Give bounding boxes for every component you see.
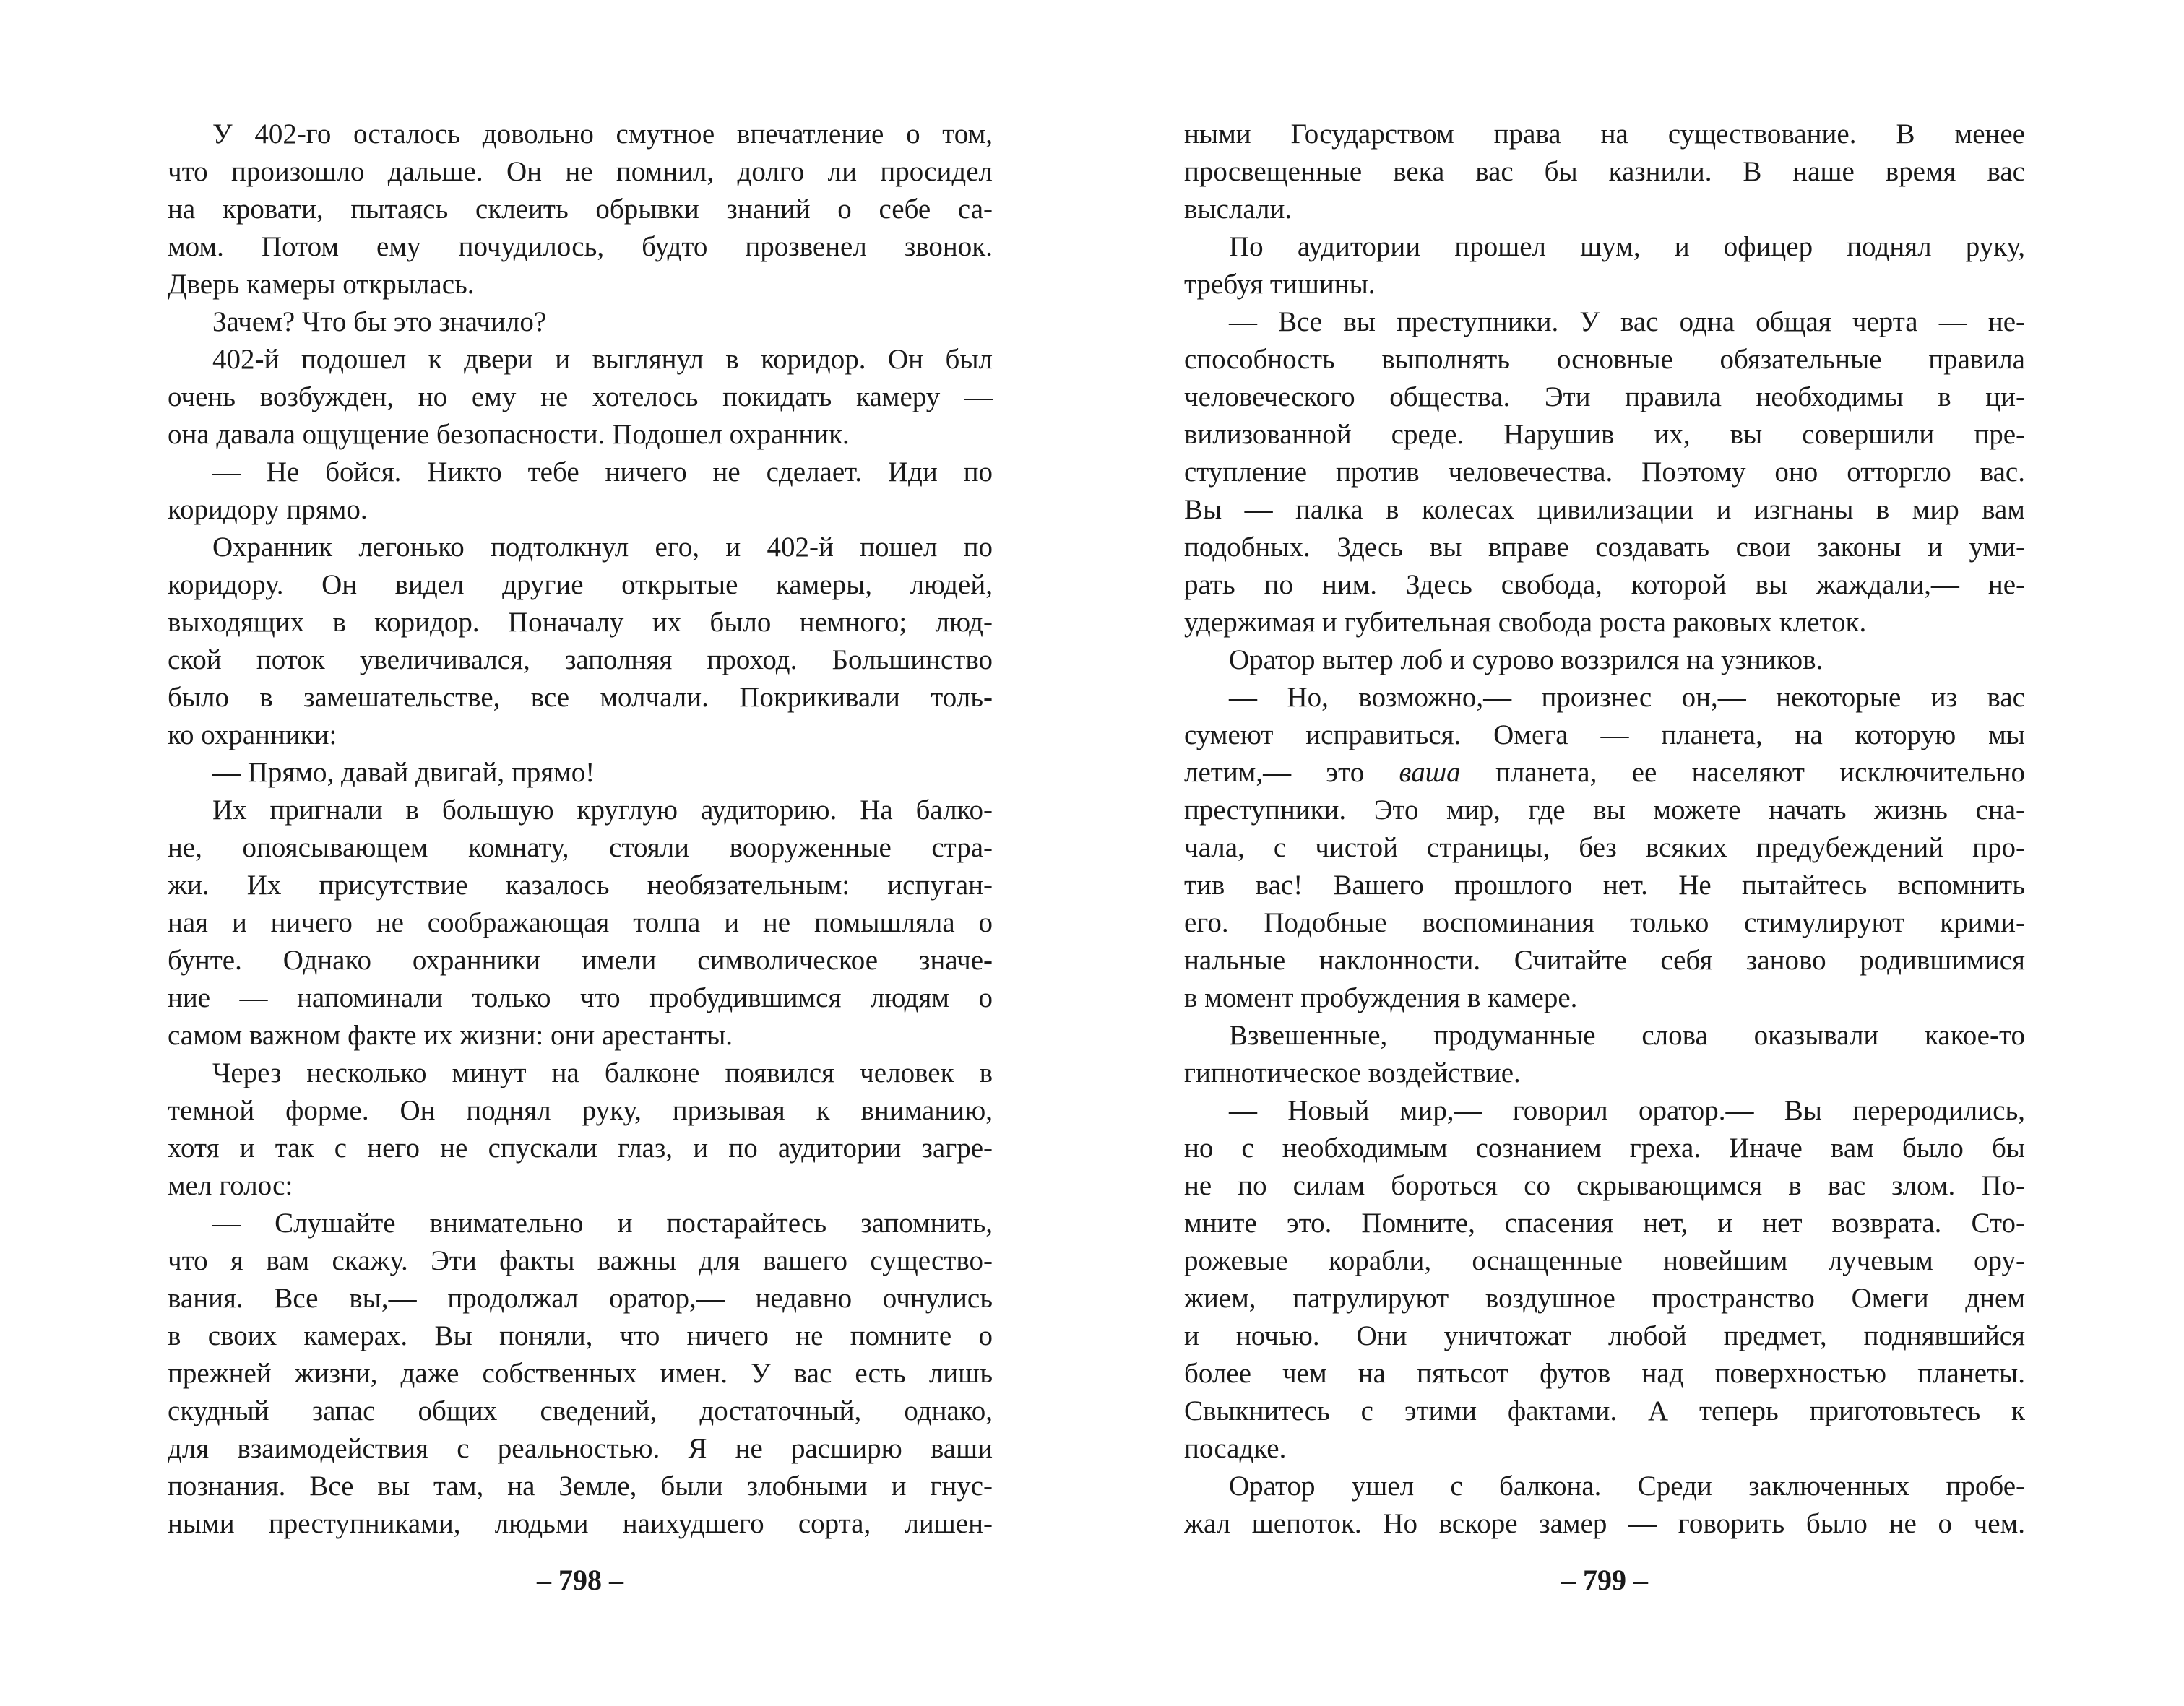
text-line: ная и ничего не соображающая толпа и не помышляла о: [168, 907, 993, 938]
text-line: рать по ним. Здесь свобода, которой вы жаждали,— не-: [1184, 569, 2025, 600]
text-line: она давала ощущение безопасности. Подошел охранник.: [168, 419, 850, 450]
text-line: чала, с чистой страницы, без всяких предубеждений про-: [1184, 832, 2025, 863]
text-line: По аудитории прошел шум, и офицер поднял руку,: [1229, 231, 2025, 262]
text-line: подобных. Здесь вы вправе создавать свои законы и уми-: [1184, 532, 2025, 563]
text-line: жал шепоток. Но вскоре замер — говорить было не о чем.: [1184, 1508, 2025, 1539]
text-line: Охранник легонько подтолкнул его, и 402-й пошел по: [212, 532, 993, 563]
text-line: для взаимодействия с реальностью. Я не расширю ваши: [168, 1433, 993, 1464]
text-line: Оратор вытер лоб и сурово воззрился на узников.: [1229, 644, 1823, 675]
text-line: ными Государством права на существование. В менее: [1184, 118, 2025, 150]
text-line: более чем на пятьсот футов над поверхностью планеты.: [1184, 1358, 2025, 1389]
text-line: очень возбужден, но ему не хотелось покидать камеру —: [168, 381, 993, 412]
left-page-number: – 798 –: [537, 1564, 623, 1596]
text-line: рожевые корабли, оснащенные новейшим лучевым ору-: [1184, 1245, 2025, 1276]
text-line: 402-й подошел к двери и выглянул в коридор. Он был: [212, 344, 993, 375]
text-line: жием, патрулируют воздушное пространство Омеги днем: [1184, 1283, 2025, 1314]
text-line: выходящих в коридор. Поначалу их было немного; люд-: [168, 607, 993, 638]
text-line: У 402-го осталось довольно смутное впечатление о том,: [212, 118, 993, 150]
text-line: летим,— это ваша планета, ее населяют исключительно: [1184, 757, 2025, 788]
text-line: не по силам бороться со скрывающимся в вас злом. По-: [1184, 1170, 2025, 1201]
text-line: Вы — палка в колесах цивилизации и изгнаны в мир вам: [1184, 494, 2025, 525]
text-line: удержимая и губительная свобода роста раковых клеток.: [1184, 607, 1867, 638]
text-line: прежней жизни, даже собственных имен. У вас есть лишь: [168, 1358, 993, 1389]
text-line: ской поток увеличивался, заполняя проход. Большинство: [168, 644, 993, 675]
text-line: просвещенные века вас бы казнили. В наше время вас: [1184, 156, 2025, 187]
text-line: темной форме. Он поднял руку, призывая к вниманию,: [168, 1095, 993, 1126]
right-page-text: [1184, 116, 2025, 1543]
text-line: — Все вы преступники. У вас одна общая черта — не-: [1229, 306, 2025, 337]
text-line: гипнотическое воздействие.: [1184, 1057, 1521, 1088]
text-line: хотя и так с него не спускали глаз, и по аудитории загре-: [168, 1133, 993, 1164]
text-line: Свыкнитесь с этими фактами. А теперь приготовьтесь к: [1184, 1395, 2025, 1426]
text-line: посадке.: [1184, 1433, 1287, 1464]
text-line: вилизованной среде. Нарушив их, вы совершили пре-: [1184, 419, 2025, 450]
text-line: Через несколько минут на балконе появился человек в: [212, 1057, 993, 1088]
text-line: не, опоясывающем комнату, стояли вооруженные стра-: [168, 832, 993, 863]
right-page-number: – 799 –: [1561, 1564, 1648, 1596]
text-line: тив вас! Вашего прошлого нет. Не пытайтесь вспомнить: [1184, 870, 2025, 901]
text-line: в момент пробуждения в камере.: [1184, 982, 1578, 1013]
text-line: самом важном факте их жизни: они арестанты.: [168, 1020, 733, 1051]
text-line: человеческого общества. Эти правила необходимы в ци-: [1184, 381, 2025, 412]
text-line: Их пригнали в большую круглую аудиторию. На балко-: [212, 794, 993, 826]
text-line: познания. Все вы там, на Земле, были злобными и гнус-: [168, 1471, 993, 1502]
text-line: его. Подобные воспоминания только стимулируют крими-: [1184, 907, 2025, 938]
text-line: что произошло дальше. Он не помнил, долго ли просидел: [168, 156, 993, 187]
left-page-text: [168, 116, 993, 1543]
text-line: требуя тишины.: [1184, 269, 1376, 300]
text-line: — Новый мир,— говорил оратор.— Вы переродились,: [1229, 1095, 2025, 1126]
text-line: Зачем? Что бы это значило?: [212, 306, 547, 337]
text-line: коридору прямо.: [168, 494, 368, 525]
text-line: скудный запас общих сведений, достаточный, однако,: [168, 1395, 993, 1426]
text-line: Дверь камеры открылась.: [168, 269, 475, 300]
text-line: Взвешенные, продуманные слова оказывали какое-то: [1229, 1020, 2025, 1051]
text-line: мел голос:: [168, 1170, 293, 1201]
text-line: но с необходимым сознанием греха. Иначе вам было бы: [1184, 1133, 2025, 1164]
text-line: мните это. Помните, спасения нет, и нет возврата. Сто-: [1184, 1208, 2025, 1239]
right-page: [1092, 0, 2184, 1706]
text-line: способность выполнять основные обязательные правила: [1184, 344, 2025, 375]
text-line: преступники. Это мир, где вы можете начать жизнь сна-: [1184, 794, 2025, 826]
text-line: на кровати, пытаясь склеить обрывки знаний о себе са-: [168, 194, 993, 225]
text-line: коридору. Он видел другие открытые камеры, людей,: [168, 569, 993, 600]
text-line: Оратор ушел с балкона. Среди заключенных пробе-: [1229, 1471, 2025, 1502]
text-line: ными преступниками, людьми наихудшего сорта, лишен-: [168, 1508, 993, 1539]
text-line: ступление против человечества. Поэтому оно отторгло вас.: [1184, 456, 2025, 488]
text-line: мом. Потом ему почудилось, будто прозвенел звонок.: [168, 231, 993, 262]
emphasis: ваша: [1399, 757, 1461, 788]
text-line: вания. Все вы,— продолжал оратор,— недавно очнулись: [168, 1283, 993, 1314]
text-line: и ночью. Они уничтожат любой предмет, поднявшийся: [1184, 1320, 2025, 1351]
text-line: было в замешательстве, все молчали. Покрикивали толь-: [168, 682, 993, 713]
text-line: жи. Их присутствие казалось необязательным: испуган-: [168, 870, 993, 901]
text-line: ние — напоминали только что пробудившимся людям о: [168, 982, 993, 1013]
text-line: — Слушайте внимательно и постарайтесь запомнить,: [212, 1208, 993, 1239]
text-line: — Но, возможно,— произнес он,— некоторые из вас: [1229, 682, 2025, 713]
text-line: нальные наклонности. Считайте себя заново родившимися: [1184, 945, 2025, 976]
text-line: в своих камерах. Вы поняли, что ничего не помните о: [168, 1320, 993, 1351]
text-line: — Прямо, давай двигай, прямо!: [212, 757, 595, 788]
text-line: что я вам скажу. Эти факты важны для вашего существо-: [168, 1245, 993, 1276]
text-line: выслали.: [1184, 194, 1292, 225]
text-line: ко охранники:: [168, 719, 337, 750]
text-line: бунте. Однако охранники имели символическое значе-: [168, 945, 993, 976]
text-line: — Не бойся. Никто тебе ничего не сделает. Иди по: [212, 456, 993, 488]
text-line: сумеют исправиться. Омега — планета, на которую мы: [1184, 719, 2025, 750]
